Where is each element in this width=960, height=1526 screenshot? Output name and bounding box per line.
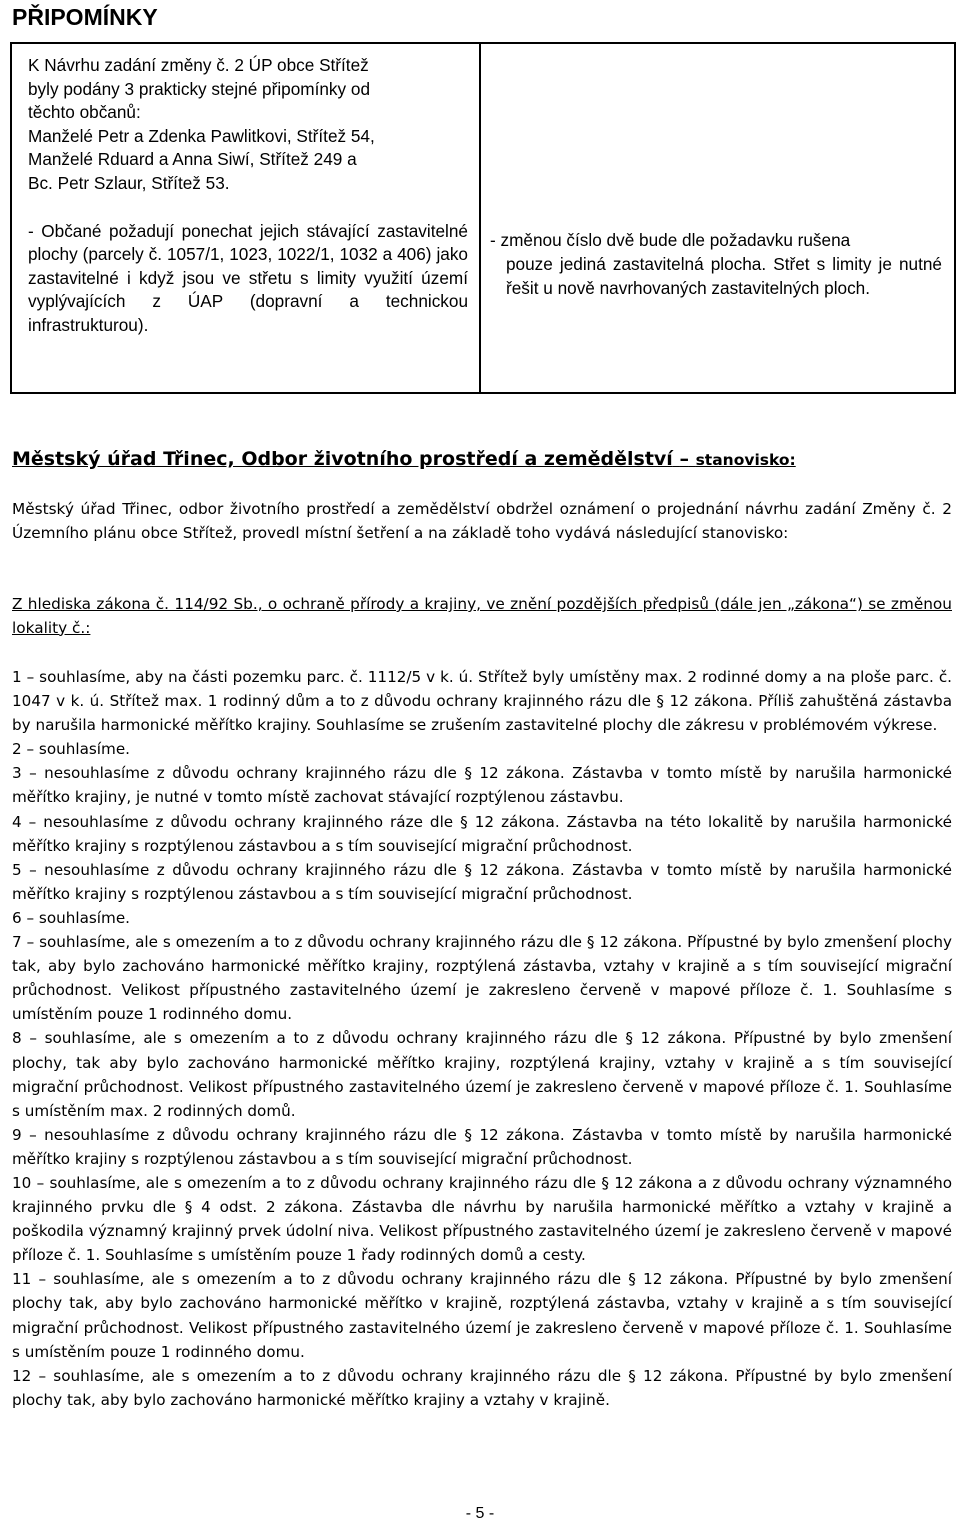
- section-heading-main: Městský úřad Třinec, Odbor životního prostředí a zemědělství: [12, 448, 673, 470]
- list-item: 3 – nesouhlasíme z důvodu ochrany krajinného rázu dle § 12 zákona. Zástavba v tomto místě by narušila harmonické měřítko krajiny, je nutné v tomto místě zachovat stávající rozptýlenou zástavbu.: [12, 764, 952, 807]
- list-item: 4 – nesouhlasíme z důvodu ochrany krajinného ráze dle § 12 zákona. Zástavba na této lokalitě by narušila harmonické měřítko krajiny s rozptýlenou zástavbou a s tím související migrační průchodnost.: [12, 812, 952, 855]
- comment-cell: [28, 54, 468, 338]
- section-heading-sub: stanovisko:: [695, 451, 796, 469]
- list-item: 7 – souhlasíme, ale s omezením a to z důvodu ochrany krajinného rázu dle § 12 zákona. Přípustné by bylo zmenšení plochy tak, aby bylo zachováno harmonické měřítko krajiny, rozptýlená zástavba, vztahy v krajině a s tím související migrační průchodnost. Velikost přípustného zastavitelného území je zakresleno červeně v mapové příloze č. 1. Souhlasíme s umístěním pouze 1 rodinného domu.: [12, 933, 952, 1024]
- section-heading: [12, 448, 952, 470]
- page-heading: PŘIPOMÍNKY: [12, 4, 158, 30]
- list-item: 8 – souhlasíme, ale s omezením a to z důvodu ochrany krajinného rázu dle § 12 zákona. Přípustné by bylo zmenšení plochy, tak aby bylo zachováno harmonické měřítko krajiny, rozptýlená krajiny, vztahy v krajině a s tím související migrační průchodnost. Velikost přípustného zastavitelného území je zakresleno červeně v mapové příloze č. 1. Souhlasíme s umístěním max. 2 rodinných domů.: [12, 1029, 952, 1120]
- citizens-demand: - Občané požadují ponechat jejich stávající zastavitelné plochy (parcely č. 1057/1, 1023, 1022/1, 1032 a 406) jako zastavitelné i když jsou ve střetu s limity využití území vyplývajících z ÚAP (dopravní a technickou infrastrukturou).: [28, 220, 468, 335]
- intro-line: byly podány 3 prakticky stejné připomínky od: [28, 78, 371, 99]
- intro-line: Manželé Petr a Zdenka Pawlitkovi, Střítež 54,: [28, 125, 375, 146]
- intro-line: K Návrhu zadání změny č. 2 ÚP obce Střítež: [28, 55, 369, 75]
- page-number: - 5 -: [465, 1505, 495, 1522]
- list-item: 6 – souhlasíme.: [12, 908, 130, 927]
- response-cell: [490, 228, 942, 301]
- column-divider: [479, 44, 481, 392]
- opinion-list: [12, 665, 952, 1412]
- intro-line: Manželé Rduard a Anna Siwí, Střítež 249 a: [28, 149, 357, 170]
- list-item: 10 – souhlasíme, ale s omezením a to z důvodu ochrany krajinného rázu dle § 12 zákona a z důvodu ochrany významného krajinného prvku dle § 4 odst. 2 zákona. Zástavba dle návrhu by narušila harmonické měřítko a vztahy v krajině a poškodila významný krajinný prvek údolní niva. Velikost přípustného zastavitelného území je zakresleno červeně v mapové příloze č. 1. Souhlasíme s umístěním pouze 1 řady rodinných domů a cesty.: [12, 1173, 952, 1265]
- response-first-line: - změnou číslo dvě bude dle požadavku rušena: [490, 230, 851, 250]
- comment-table: [10, 42, 956, 394]
- intro-line: těchto občanů:: [28, 102, 141, 123]
- list-item: 11 – souhlasíme, ale s omezením a to z důvodu ochrany krajinného rázu dle § 12 zákona. Přípustné by bylo zmenšení plochy tak, aby bylo zachováno harmonické měřítko v krajině, rozptýlená zástavba, vztahy v krajině a s tím související migrační průchodnost. Velikost přípustného zastavitelného území je zakresleno červeně v mapové příloze č. 1. Souhlasíme s umístěním pouze 1 rodinného domu.: [12, 1270, 952, 1361]
- list-item: 2 – souhlasíme.: [12, 740, 130, 759]
- law-reference: Z hlediska zákona č. 114/92 Sb., o ochraně přírody a krajiny, ve znění pozdějších předpisů (dále jen „zákona“) se změnou lokality č.:: [12, 595, 952, 637]
- list-item: 12 – souhlasíme, ale s omezením a to z důvodu ochrany krajinného rázu dle § 12 zákona. Přípustné by bylo zmenšení plochy tak, aby bylo zachováno harmonické měřítko krajiny a vztahy v krajině.: [12, 1366, 952, 1409]
- list-item: 5 – nesouhlasíme z důvodu ochrany krajinného rázu dle § 12 zákona. Zástavba v tomto místě by narušila harmonické měřítko krajiny s rozptýlenou zástavbou a s tím související migrační průchodnost.: [12, 860, 952, 903]
- section-heading-dash: –: [679, 448, 689, 470]
- list-item: 9 – nesouhlasíme z důvodu ochrany krajinného rázu dle § 12 zákona. Zástavba v tomto místě by narušila harmonické měřítko krajiny s rozptýlenou zástavbou a s tím související migrační průchodnost.: [12, 1125, 952, 1168]
- section-intro: Městský úřad Třinec, odbor životního prostředí a zemědělství obdržel oznámení o projednání návrhu zadání Změny č. 2 Územního plánu obce Střítež, provedl místní šetření a na základě toho vydává následující stanovisko:: [12, 500, 952, 542]
- response-text: pouze jediná zastavitelná plocha. Střet s limity je nutné řešit u nově navrhovaných zastavitelných ploch.: [506, 254, 942, 299]
- intro-line: Bc. Petr Szlaur, Střítež 53.: [28, 172, 230, 193]
- list-item: 1 – souhlasíme, aby na části pozemku parc. č. 1112/5 v k. ú. Střítež byly umístěny max. 2 rodinné domy a na ploše parc. č. 1047 v k. ú. Střítež max. 1 rodinný dům a to z důvodu ochrany krajinného rázu dle § 12 zákona. Příliš zahuštěná zástavba by narušila harmonické měřítko krajiny. Souhlasíme se zrušením zastavitelné plochy dle zákresu v problémovém výkrese.: [12, 668, 952, 735]
